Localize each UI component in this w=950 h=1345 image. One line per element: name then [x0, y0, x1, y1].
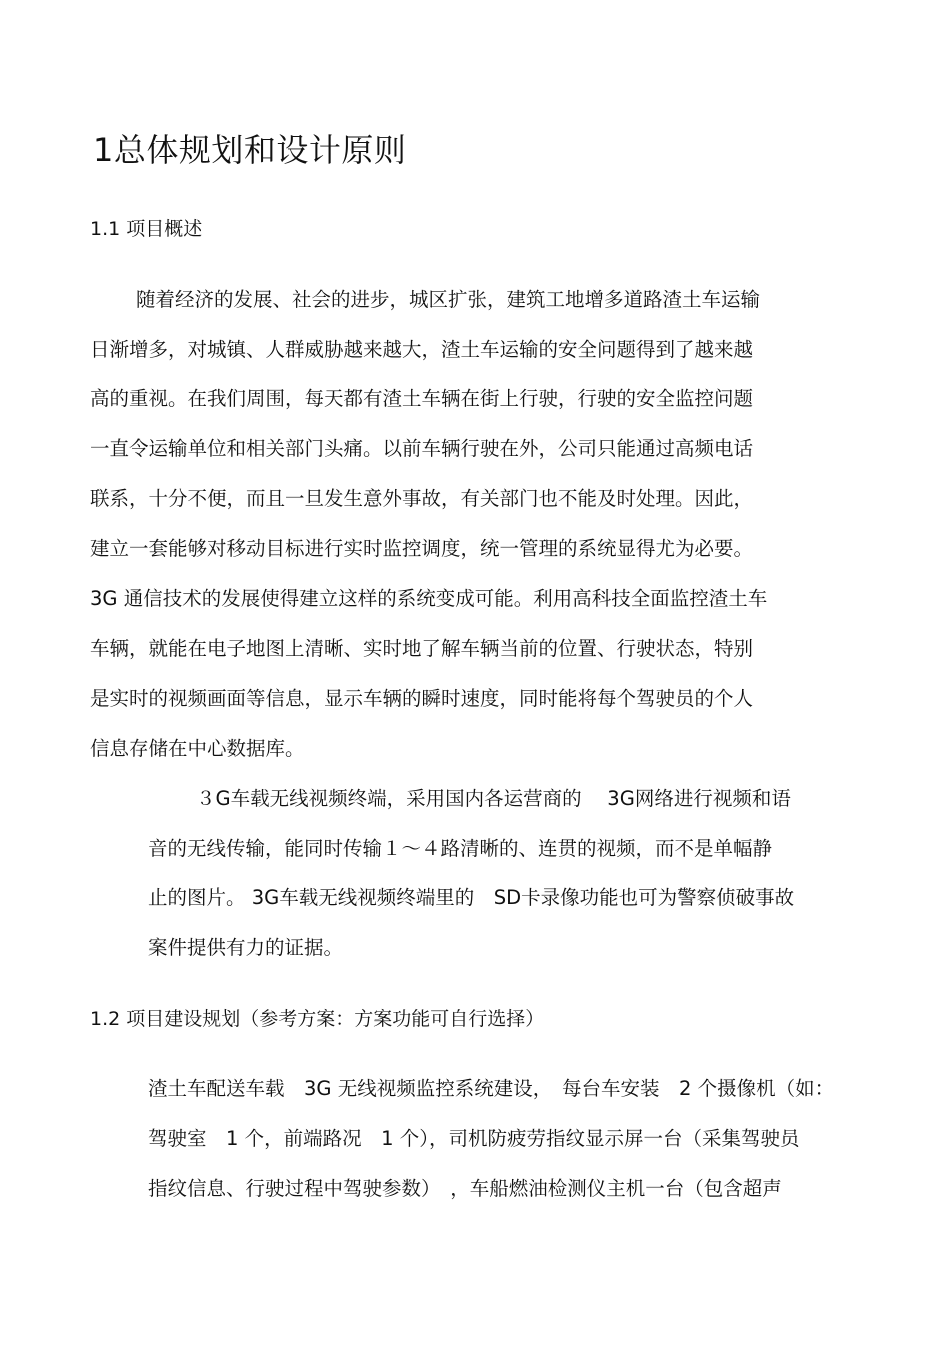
- paragraph-line: 高的重视。在我们周围，每天都有渣土车辆在街上行驶，行驶的安全监控问题: [90, 387, 754, 410]
- paragraph-line: 联系，十分不便，而且一旦发生意外事故，有关部门也不能及时处理。因此，: [90, 487, 754, 510]
- section-heading-1-1: 1.1 项目概述: [90, 218, 203, 240]
- paragraph-line: 指纹信息、行驶过程中驾驶参数） ，车船燃油检测仪主机一台（包含超声: [148, 1177, 782, 1200]
- paragraph-line: 随着经济的发展、社会的进步，城区扩张，建筑工地增多道路渣土车运输: [136, 288, 761, 311]
- paragraph-line: 案件提供有力的证据。: [148, 936, 344, 959]
- paragraph-line: 驾驶室 1 个，前端路况 1 个），司机防疲劳指纹显示屏一台（采集驾驶员: [148, 1127, 800, 1150]
- main-heading: 1总体规划和设计原则: [93, 131, 407, 169]
- paragraph-line: 渣土车配送车载 3G 无线视频监控系统建设， 每台车安装 2 个摄像机（如：: [148, 1077, 835, 1100]
- paragraph-line: 信息存储在中心数据库。: [90, 737, 305, 760]
- paragraph-line: 建立一套能够对移动目标进行实时监控调度，统一管理的系统显得尤为必要。: [90, 537, 754, 560]
- paragraph-line: 一直令运输单位和相关部门头痛。以前车辆行驶在外，公司只能通过高频电话: [90, 437, 754, 460]
- paragraph-line: ３G车载无线视频终端，采用国内各运营商的 3G网络进行视频和语: [196, 787, 791, 810]
- paragraph-line: 3G 通信技术的发展使得建立这样的系统变成可能。利用高科技全面监控渣土车: [90, 587, 768, 610]
- paragraph-line: 车辆，就能在电子地图上清晰、实时地了解车辆当前的位置、行驶状态，特别: [90, 637, 754, 660]
- paragraph-line: 音的无线传输，能同时传输１～４路清晰的、连贯的视频，而不是单幅静: [148, 837, 773, 860]
- paragraph-line: 日渐增多，对城镇、人群威胁越来越大，渣土车运输的安全问题得到了越来越: [90, 338, 754, 361]
- paragraph-line: 止的图片。 3G车载无线视频终端里的 SD卡录像功能也可为警察侦破事故: [148, 886, 795, 909]
- section-heading-1-2: 1.2 项目建设规划（参考方案：方案功能可自行选择）: [90, 1008, 545, 1030]
- paragraph-line: 是实时的视频画面等信息，显示车辆的瞬时速度，同时能将每个驾驶员的个人: [90, 687, 754, 710]
